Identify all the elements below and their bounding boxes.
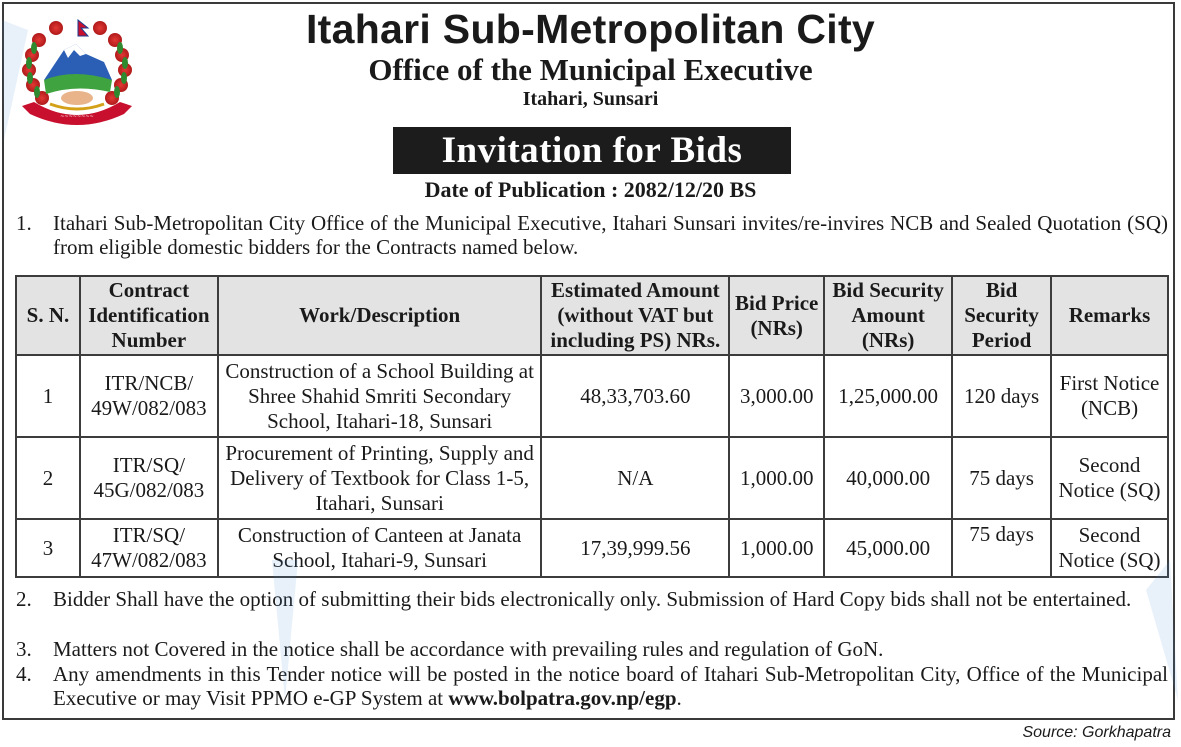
cell-remarks: First Notice (NCB) xyxy=(1051,355,1168,437)
cell-bid-price: 1,000.00 xyxy=(729,437,824,519)
cell-description: Construction of Canteen at Janata School, Itahari-9, Sunsari xyxy=(218,519,542,577)
source-credit: Source: Gorkhapatra xyxy=(1022,724,1171,741)
cell-bid-price: 1,000.00 xyxy=(729,519,824,577)
egp-link[interactable]: www.bolpatra.gov.np/egp xyxy=(448,686,677,710)
table-row xyxy=(16,519,1168,577)
cell-bid-security-period: 75 days xyxy=(952,437,1051,519)
header-remarks: Remarks xyxy=(1051,276,1168,355)
cell-estimated-amount: N/A xyxy=(541,437,729,519)
cell-bid-security-amount: 40,000.00 xyxy=(824,437,952,519)
paragraph-text xyxy=(53,662,1168,710)
cell-estimated-amount: 48,33,703.60 xyxy=(541,355,729,437)
cell-contract-id: ITR/NCB/ 49W/082/083 xyxy=(80,355,218,437)
publication-date: Date of Publication : 2082/12/20 BS xyxy=(424,177,757,202)
cell-description: Procurement of Printing, Supply and Delivery of Textbook for Class 1-5, Itahari, Sunsari xyxy=(218,437,542,519)
invitation-banner: Invitation for Bids xyxy=(393,127,791,174)
cell-description: Construction of a School Building at Shree Shahid Smriti Secondary School, Itahari-18, Sunsari xyxy=(218,355,542,437)
table-header-row xyxy=(16,276,1168,355)
cell-contract-id: ITR/SQ/ 45G/082/083 xyxy=(80,437,218,519)
cell-remarks: Second Notice (SQ) xyxy=(1051,437,1168,519)
cell-remarks: Second Notice (SQ) xyxy=(1051,519,1168,577)
paragraph-2 xyxy=(16,587,1168,611)
paragraph-text: Itahari Sub-Metropolitan City Office of the Municipal Executive, Itahari Sunsari invites/re-invires NCB and Sealed Quotation (SQ) from eligible domestic bidders for the Contracts named below. xyxy=(53,211,1168,259)
header-estimated-amount: Estimated Amount (without VAT but including PS) NRs. xyxy=(541,276,729,355)
paragraph-number: 1. xyxy=(16,211,32,235)
cell-estimated-amount: 17,39,999.56 xyxy=(541,519,729,577)
header-bid-security-amount: Bid Security Amount (NRs) xyxy=(824,276,952,355)
paragraph-number: 2. xyxy=(16,587,32,611)
paragraph-number: 3. xyxy=(16,637,32,661)
header-sn: S. N. xyxy=(16,276,80,355)
cell-sn: 3 xyxy=(16,519,80,577)
paragraph-text: Matters not Covered in the notice shall be accordance with prevailing rules and regulation of GoN. xyxy=(53,637,884,661)
paragraph-text: Bidder Shall have the option of submitting their bids electronically only. Submission of Hard Copy bids shall not be entertained. xyxy=(53,587,1132,611)
cell-bid-price: 3,000.00 xyxy=(729,355,824,437)
office-address: Itahari, Sunsari xyxy=(522,88,659,110)
cell-bid-security-amount: 45,000.00 xyxy=(824,519,952,577)
office-name: Office of the Municipal Executive xyxy=(368,52,813,87)
paragraph-4 xyxy=(16,662,1168,710)
paragraph-number: 4. xyxy=(16,662,32,686)
cell-contract-id: ITR/SQ/ 47W/082/083 xyxy=(80,519,218,577)
header-description: Work/Description xyxy=(218,276,542,355)
header-contract-id: Contract Identification Number xyxy=(80,276,218,355)
cell-bid-security-period: 120 days xyxy=(952,355,1051,437)
paragraph-end: . xyxy=(676,686,682,710)
bids-table xyxy=(15,275,1169,578)
cell-bid-security-period: 75 days xyxy=(952,519,1051,577)
cell-sn: 1 xyxy=(16,355,80,437)
table-row xyxy=(16,437,1168,519)
cell-bid-security-amount: 1,25,000.00 xyxy=(824,355,952,437)
svg-text:~~~~~~~~: ~~~~~~~~ xyxy=(60,114,94,120)
paragraph-body: Any amendments in this Tender notice will be posted in the notice board of Itahari Sub-Metropolitan City, Office of the Municipal Executive or may Visit PPMO e-GP System at xyxy=(53,662,1168,710)
cell-sn: 2 xyxy=(16,437,80,519)
paragraph-1 xyxy=(16,211,1168,259)
table-row xyxy=(16,355,1168,437)
paragraph-3 xyxy=(16,637,1168,661)
header-bid-price: Bid Price (NRs) xyxy=(729,276,824,355)
header-bid-security-period: Bid Security Period xyxy=(952,276,1051,355)
page-title: Itahari Sub-Metropolitan City xyxy=(305,6,876,52)
